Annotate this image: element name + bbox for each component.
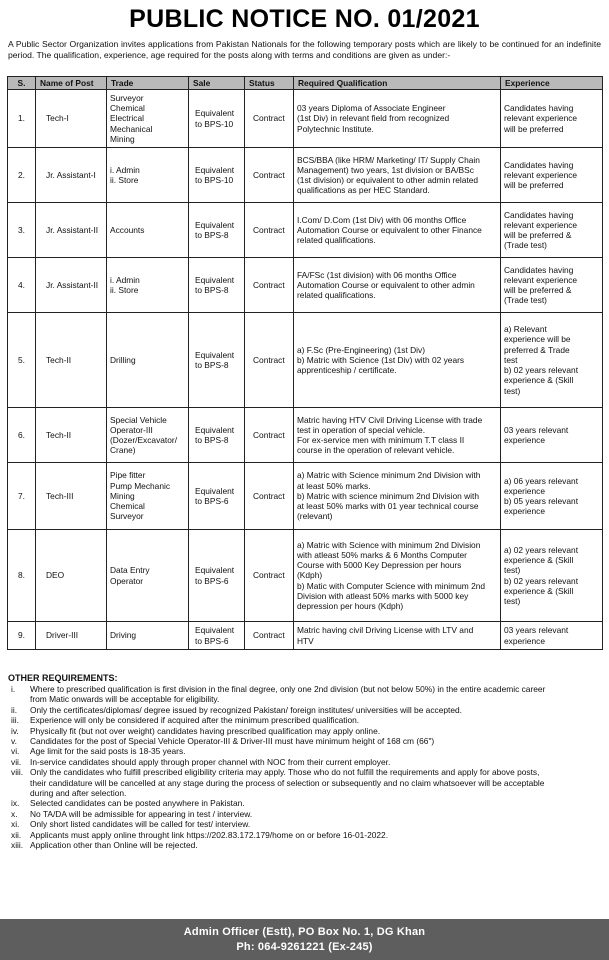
requirement-number: xi. [11, 819, 20, 830]
requirement-number: vi. [11, 746, 20, 757]
table-row [8, 463, 603, 530]
requirement-number: v. [11, 736, 17, 747]
title-bar [0, 0, 609, 38]
cell-line: (relevant) [297, 511, 333, 522]
cell-line: HTV [297, 635, 314, 646]
cell-line: Matric having civil Driving License with LTV and [297, 625, 474, 636]
requirement-text [30, 840, 601, 850]
cell-line: experience [504, 485, 545, 496]
requirement-line: No TA/DA will be admissible for appearing in test / interview. [30, 808, 253, 819]
cell-line: 03 years Diploma of Associate Engineer [297, 103, 446, 114]
other-requirements [8, 673, 601, 851]
requirement-text [30, 798, 601, 808]
cell-post-name: Jr. Assistant-II [36, 258, 107, 313]
requirement-line: Where to prescribed qualification is first division in the final degree, only one 2nd division (but not below 50%) in the entire academic career [30, 684, 546, 694]
cell-line: Crane) [110, 445, 136, 456]
table-row [8, 148, 603, 203]
cell-line: b) Matric with science minimum 2nd Division with [297, 490, 479, 501]
requirement-text [30, 809, 601, 819]
cell-line: Equivalent [195, 164, 235, 175]
cell-line: Equivalent [195, 108, 235, 119]
requirement-line: Physically fit (but not over weight) candidates having prescribed qualification may apply online. [30, 725, 381, 736]
cell-qualification [294, 203, 501, 258]
cell-status: Contract [245, 530, 294, 622]
cell-status: Contract [245, 622, 294, 650]
requirement-item [8, 705, 601, 715]
requirement-text [30, 736, 601, 746]
cell-line: experience & (Skill [504, 585, 574, 596]
cell-sno: 2. [8, 148, 36, 203]
requirement-line: Only the certificates/diplomas/ degree issued by recognized Pakistan/ foreign institutes/ universities will be accepted. [30, 704, 462, 715]
cell-status: Contract [245, 90, 294, 148]
cell-line: (Kdph) [297, 570, 323, 581]
cell-experience [501, 258, 603, 313]
requirement-item [8, 819, 601, 829]
cell-sno: 8. [8, 530, 36, 622]
cell-line: related qualifications. [297, 235, 376, 246]
cell-qualification [294, 530, 501, 622]
intro-paragraph: A Public Sector Organization invites applications from Pakistan Nationals for the following temporary posts which are likely to be continued for an indefinite period. The qualification, experience, age required for the posts along with terms and conditions are given as under:- [8, 39, 601, 60]
posts-table [7, 76, 603, 650]
cell-line: with atleast 50% marks & 6 Months Computer [297, 549, 467, 560]
header-sno: S. [8, 77, 36, 90]
cell-line: Candidates having [504, 103, 574, 114]
cell-post-name: DEO [36, 530, 107, 622]
cell-line: experience will be [504, 334, 571, 345]
requirement-item [8, 809, 601, 819]
cell-trade [107, 148, 189, 203]
cell-line: test) [504, 595, 521, 606]
cell-line: Automation Course or equivalent to other admin [297, 279, 475, 290]
cell-trade [107, 530, 189, 622]
cell-line: to BPS-6 [195, 575, 229, 586]
requirement-item [8, 767, 601, 798]
requirement-number: iii. [11, 715, 19, 726]
cell-experience [501, 203, 603, 258]
requirement-text [30, 767, 601, 798]
cell-line: Driving [110, 630, 137, 641]
cell-line: (1st Div) in relevant field from recognized [297, 113, 450, 124]
cell-line: Accounts [110, 224, 145, 235]
requirement-number: i. [11, 684, 16, 694]
cell-trade [107, 622, 189, 650]
cell-qualification [294, 408, 501, 463]
requirement-text [30, 684, 601, 705]
requirement-text [30, 746, 601, 756]
cell-line: a) 06 years relevant [504, 475, 579, 486]
cell-qualification [294, 148, 501, 203]
cell-qualification [294, 90, 501, 148]
cell-status: Contract [245, 258, 294, 313]
cell-line: Data Entry [110, 565, 150, 576]
cell-sno: 3. [8, 203, 36, 258]
requirement-line: from Matic onwards will be acceptable for eligibility. [30, 694, 220, 705]
cell-line: Chemical [110, 103, 145, 114]
cell-line: Course with 5000 Key Depression per hours [297, 560, 462, 571]
cell-status: Contract [245, 408, 294, 463]
cell-status: Contract [245, 203, 294, 258]
requirement-line: their candidature will be cancelled at any stage during the process of selection or subsequently and no claim whatsoever will be acceptable [30, 777, 545, 788]
cell-line: will be preferred & [504, 285, 572, 295]
cell-line: 03 years relevant [504, 424, 569, 435]
cell-line: ii. Store [110, 175, 139, 185]
cell-line: qualifications as per HEC Standard. [297, 185, 430, 196]
cell-line: test) [504, 565, 521, 576]
requirements-heading: OTHER REQUIREMENTS: [8, 673, 118, 683]
cell-line: at least 50% marks. [297, 480, 371, 491]
requirement-number: iv. [11, 725, 19, 736]
cell-sno: 6. [8, 408, 36, 463]
requirement-text [30, 715, 601, 725]
cell-trade [107, 90, 189, 148]
table-row [8, 408, 603, 463]
requirement-text [30, 819, 601, 829]
requirement-item [8, 715, 601, 725]
cell-status: Contract [245, 463, 294, 530]
cell-line: Operator-III [110, 424, 153, 435]
cell-trade [107, 258, 189, 313]
cell-line: experience & (Skill [504, 375, 574, 386]
cell-line: b) 02 years relevant [504, 365, 579, 376]
cell-line: Pump Mechanic [110, 480, 171, 491]
cell-line: Operator [110, 575, 144, 586]
cell-sno: 7. [8, 463, 36, 530]
requirement-line: Experience will only be considered if acquired after the minimum prescribed qualification. [30, 715, 360, 726]
cell-sale [189, 622, 245, 650]
cell-line: experience [504, 506, 545, 517]
cell-line: Polytechnic Institute. [297, 123, 374, 134]
cell-line: Electrical [110, 113, 144, 124]
cell-line: Automation Course or equivalent to other Finance [297, 224, 482, 235]
cell-experience [501, 530, 603, 622]
cell-line: Matric having HTV Civil Driving License with trade [297, 414, 483, 425]
cell-post-name: Tech-I [36, 90, 107, 148]
cell-qualification [294, 622, 501, 650]
requirement-text [30, 705, 601, 715]
requirement-line: Age limit for the said posts is 18-35 years. [30, 746, 186, 757]
cell-line: will be preferred [504, 180, 564, 191]
requirement-line: Only the candidates who fulfill prescribed eligibility criteria may apply. Those who do not fulfill the requirements and apply for above posts, [30, 767, 540, 778]
requirement-number: viii. [11, 767, 24, 778]
cell-trade [107, 203, 189, 258]
requirement-line: Application other than Online will be rejected. [30, 840, 198, 851]
cell-line: apprenticeship / certificate. [297, 365, 397, 376]
cell-line: FA/FSc (1st division) with 06 months Office [297, 269, 457, 280]
cell-line: a) Matric with Science minimum 2nd Division with [297, 470, 481, 481]
header-trade: Trade [107, 77, 189, 90]
requirement-number: ix. [11, 798, 20, 809]
cell-sale [189, 90, 245, 148]
cell-line: preferred & Trade [504, 344, 570, 355]
cell-post-name: Driver-III [36, 622, 107, 650]
table-row [8, 90, 603, 148]
cell-sale [189, 530, 245, 622]
cell-line: b) 02 years relevant [504, 575, 579, 586]
header-status: Status [245, 77, 294, 90]
footer-phone: Ph: 064-9261221 (Ex-245) [236, 940, 373, 953]
cell-line: experience & (Skill [504, 555, 574, 566]
cell-line: i. Admin [110, 274, 140, 285]
requirement-line: Candidates for the post of Special Vehicle Operator-III & Driver-III must have minimum height of 168 cm (66") [30, 736, 435, 747]
cell-line: a) F.Sc (Pre-Engineering) (1st Div) [297, 344, 425, 355]
cell-line: For ex-service men with minimum T.T class II [297, 435, 465, 445]
cell-sno: 4. [8, 258, 36, 313]
cell-line: test in operation of special vehicle. [297, 424, 426, 435]
cell-line: Equivalent [195, 424, 235, 435]
table-row [8, 622, 603, 650]
requirement-item [8, 746, 601, 756]
cell-line: Surveyor [110, 92, 144, 103]
table-row [8, 258, 603, 313]
cell-line: related qualifications. [297, 290, 376, 301]
cell-line: BCS/BBA (like HRM/ Marketing/ IT/ Supply Chain [297, 154, 480, 165]
requirement-line: during and after selection. [30, 788, 127, 799]
requirement-text [30, 757, 601, 767]
cell-line: b) Matric with Science (1st Div) with 02 years [297, 354, 465, 365]
cell-line: to BPS-8 [195, 360, 229, 370]
cell-line: Pipe fitter [110, 470, 146, 481]
cell-line: Equivalent [195, 349, 235, 360]
cell-line: Equivalent [195, 219, 235, 230]
cell-post-name: Jr. Assistant-II [36, 203, 107, 258]
requirements-list [8, 684, 601, 851]
cell-line: relevant experience [504, 169, 578, 180]
cell-sale [189, 258, 245, 313]
cell-experience [501, 622, 603, 650]
cell-trade [107, 463, 189, 530]
cell-line: at least 50% marks with 01 year technical course [297, 501, 479, 512]
cell-line: a) Relevant [504, 324, 547, 335]
cell-line: will be preferred & [504, 230, 572, 240]
requirement-number: xii. [11, 829, 22, 840]
cell-trade [107, 408, 189, 463]
table-row [8, 313, 603, 408]
cell-line: Equivalent [195, 625, 235, 636]
cell-trade [107, 313, 189, 408]
cell-sno: 1. [8, 90, 36, 148]
cell-line: relevant experience [504, 113, 578, 124]
cell-status: Contract [245, 313, 294, 408]
requirement-item [8, 736, 601, 746]
cell-line: (Dozer/Excavator/ [110, 435, 178, 445]
cell-line: a) Matric with Science with minimum 2nd Division [297, 539, 481, 550]
contact-footer [0, 919, 609, 960]
cell-post-name: Jr. Assistant-I [36, 148, 107, 203]
cell-qualification [294, 258, 501, 313]
cell-line: b) 05 years relevant [504, 496, 579, 506]
cell-line: to BPS-8 [195, 285, 229, 295]
requirement-text [30, 726, 601, 736]
cell-line: test) [504, 385, 521, 396]
cell-line: Surveyor [110, 511, 144, 522]
cell-line: Mechanical [110, 123, 153, 134]
cell-line: Mining [110, 490, 135, 501]
requirement-item [8, 798, 601, 808]
table-header-row [8, 77, 603, 90]
cell-qualification [294, 313, 501, 408]
cell-sno: 9. [8, 622, 36, 650]
header-sale: Sale [189, 77, 245, 90]
cell-line: Mining [110, 133, 135, 144]
cell-line: i. Admin [110, 164, 140, 175]
cell-status: Contract [245, 148, 294, 203]
cell-line: test [504, 354, 518, 365]
posts-table-body [8, 90, 603, 650]
cell-line: Equivalent [195, 485, 235, 496]
cell-sale [189, 463, 245, 530]
cell-line: to BPS-6 [195, 496, 229, 506]
requirement-item [8, 840, 601, 850]
requirement-item [8, 757, 601, 767]
cell-post-name: Tech-II [36, 408, 107, 463]
requirement-number: vii. [11, 756, 22, 767]
cell-line: to BPS-10 [195, 175, 234, 185]
header-name-of-post: Name of Post [36, 77, 107, 90]
cell-sale [189, 408, 245, 463]
requirement-text [30, 830, 601, 840]
cell-line: relevant experience [504, 274, 578, 285]
cell-line: to BPS-6 [195, 635, 229, 646]
cell-post-name: Tech-II [36, 313, 107, 408]
cell-line: to BPS-10 [195, 118, 234, 129]
cell-post-name: Tech-III [36, 463, 107, 530]
requirement-item [8, 726, 601, 736]
cell-line: Candidates having [504, 209, 574, 220]
cell-sale [189, 203, 245, 258]
cell-line: (1st division) or equivalent to other admin related [297, 175, 479, 185]
cell-sale [189, 313, 245, 408]
cell-sno: 5. [8, 313, 36, 408]
header-required-qualification: Required Qualification [294, 77, 501, 90]
requirement-line: Applicants must apply online throught link https://202.83.172.179/home on or before 16-01-2022. [30, 829, 389, 840]
notice-title: PUBLIC NOTICE NO. 01/2021 [129, 4, 480, 33]
cell-line: Candidates having [504, 159, 574, 170]
cell-experience [501, 408, 603, 463]
cell-line: experience [504, 635, 545, 646]
cell-line: Chemical [110, 501, 145, 512]
cell-line: to BPS-8 [195, 230, 229, 240]
cell-line: Candidates having [504, 264, 574, 275]
cell-line: b) Matic with Computer Science with minimum 2nd [297, 580, 486, 591]
cell-line: Equivalent [195, 274, 235, 285]
cell-line: Management) two years, 1st division or BA/BSc [297, 164, 474, 175]
table-row [8, 530, 603, 622]
cell-qualification [294, 463, 501, 530]
requirement-item [8, 830, 601, 840]
header-experience: Experience [501, 77, 603, 90]
requirement-number: ii. [11, 704, 18, 715]
requirement-number: x. [11, 808, 18, 819]
requirement-number: xiii. [11, 840, 24, 851]
cell-experience [501, 463, 603, 530]
requirement-line: Only short listed candidates will be called for test/ interview. [30, 819, 251, 830]
cell-line: (Trade test) [504, 240, 547, 251]
cell-line: (Trade test) [504, 295, 547, 306]
cell-line: experience [504, 435, 545, 445]
requirement-line: Selected candidates can be posted anywhere in Pakistan. [30, 798, 245, 809]
cell-line: course in the operation of relevant vehicle. [297, 445, 455, 456]
cell-line: ii. Store [110, 285, 139, 295]
requirement-item [8, 684, 601, 705]
cell-line: depression per hours (Kdph) [297, 601, 404, 611]
requirement-line: In-service candidates should apply through proper channel with NOC from their current employer. [30, 756, 391, 767]
cell-line: to BPS-8 [195, 435, 229, 445]
cell-line: relevant experience [504, 219, 578, 230]
footer-address: Admin Officer (Estt), PO Box No. 1, DG Khan [183, 925, 426, 938]
cell-line: Drilling [110, 354, 136, 365]
cell-experience [501, 90, 603, 148]
cell-experience [501, 148, 603, 203]
cell-sale [189, 148, 245, 203]
cell-experience [501, 313, 603, 408]
cell-line: will be preferred [504, 123, 564, 134]
cell-line: Special Vehicle [110, 414, 167, 425]
cell-line: I.Com/ D.Com (1st Div) with 06 months Office [297, 214, 467, 225]
table-row [8, 203, 603, 258]
cell-line: Equivalent [195, 565, 235, 576]
cell-line: 03 years relevant [504, 625, 569, 636]
cell-line: a) 02 years relevant [504, 544, 579, 555]
cell-line: Division with atleast 50% marks with 5000 key [297, 590, 469, 601]
